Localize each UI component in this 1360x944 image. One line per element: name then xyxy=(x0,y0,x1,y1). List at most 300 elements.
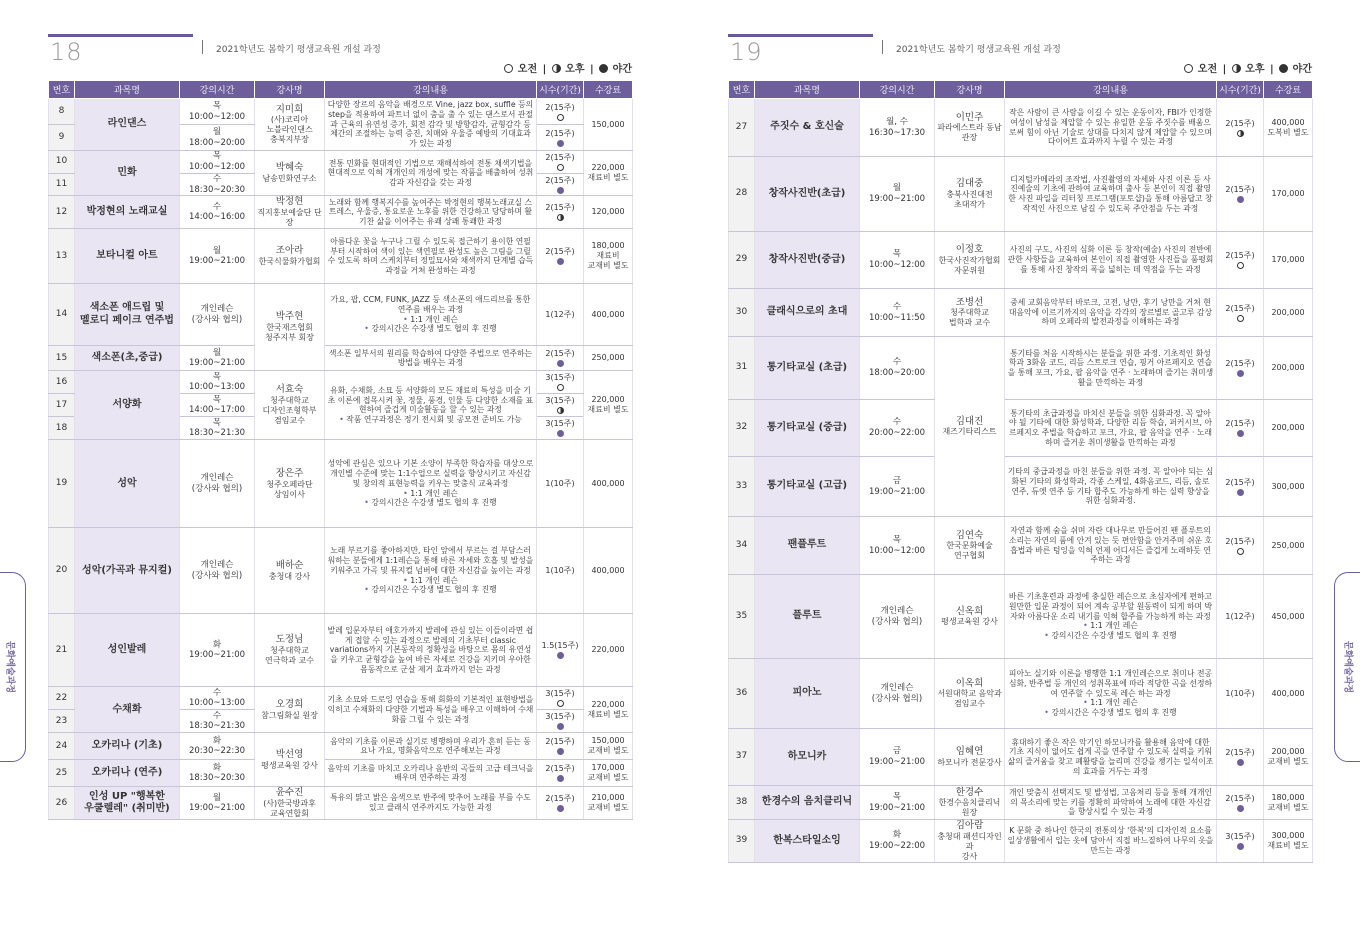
text-line: (강사와 협의) xyxy=(191,570,243,581)
course-hours xyxy=(537,151,584,174)
instructor-title: 청주대학교 xyxy=(270,646,309,656)
course-description xyxy=(1005,289,1217,337)
night-filledcircle-icon xyxy=(1237,196,1244,203)
text-line: 월 xyxy=(212,347,222,358)
text-line: 자연과 함께 숨을 쉬며 자란 대나무로 만들어진 팬 플루트의 소리는 자연의 품에 안겨 있는 듯 편안함을 안겨주며 쉬운 호흡법과 바른 텅잉을 익혀 언제 어디서든 즐겁게 노래하듯 연주하는 과정 xyxy=(1008,526,1213,565)
lecture-time xyxy=(180,787,255,820)
course-fee xyxy=(1264,517,1313,575)
afternoon-halfcircle-icon xyxy=(552,64,561,73)
text-line: 화 xyxy=(212,639,222,650)
night-filledcircle-icon xyxy=(1237,805,1244,812)
text-line: 개인레슨 xyxy=(200,560,234,571)
column-header: 수강료 xyxy=(1264,81,1313,99)
afternoon-halfcircle-icon xyxy=(557,407,564,414)
instructor-title: 노블라인댄스 xyxy=(266,125,313,135)
instructor xyxy=(935,337,1005,517)
hours-text: 2(15주) xyxy=(545,153,575,162)
text-line: 개인레슨 xyxy=(200,473,234,484)
text-line: K 문화 중 하나인 한국의 전통의상 '한복'의 디자인적 요소를 일상생활에서 입는 옷에 담아서 직접 바느질하여 나무의 옷을 만드는 과정 xyxy=(1007,826,1214,855)
hours-text: 1.5(15주) xyxy=(541,641,579,651)
course-fee xyxy=(1264,99,1313,157)
table-row xyxy=(49,371,633,394)
text-line: 교재비 별도 xyxy=(587,261,629,271)
instructor xyxy=(935,517,1005,575)
table-row xyxy=(729,99,1313,157)
text-line: 개인레슨 xyxy=(880,682,914,693)
text-line: 170,000 xyxy=(1271,255,1305,264)
side-tab-label: 문화예술과정 xyxy=(4,640,15,694)
course-number: 23 xyxy=(49,710,75,733)
course-name xyxy=(755,289,860,337)
morning-circle-icon xyxy=(557,114,564,121)
lecture-time xyxy=(860,575,935,659)
course-number: 21 xyxy=(49,614,75,687)
lecture-time xyxy=(860,337,935,400)
lecture-time xyxy=(180,760,255,787)
night-filledcircle-icon xyxy=(1237,370,1244,377)
text-line: 음악의 기초를 마치고 오카리나 음반의 곡들의 고급 테크닉을 배우며 연주하는 과정 xyxy=(327,763,534,783)
table-row xyxy=(49,760,633,787)
text-line: 금 xyxy=(892,746,902,757)
course-fee xyxy=(1264,457,1313,517)
left-page xyxy=(48,0,632,944)
hours-text: 2(15주) xyxy=(545,737,575,747)
course-hours xyxy=(537,99,584,125)
text-line: 18:00~20:00 xyxy=(188,137,246,148)
instructor-name: 장은주 xyxy=(275,467,304,479)
text-line: 교재비 별도 xyxy=(1267,757,1309,766)
instructor-title: 남송민화연구소 xyxy=(262,174,317,184)
text-line: 목 xyxy=(212,417,222,428)
instructor-name: 도정님 xyxy=(275,634,304,646)
course-hours xyxy=(537,710,584,733)
course-name xyxy=(755,517,860,575)
table-row xyxy=(49,440,633,528)
course-name xyxy=(755,400,860,457)
text-line: 수채화 xyxy=(112,703,142,715)
text-line: 19:00~21:00 xyxy=(868,802,926,813)
course-name xyxy=(75,371,180,440)
instructor-name: 윤수진 xyxy=(275,787,304,799)
text-line: 주짓수 & 호신술 xyxy=(770,121,844,133)
instructor-name: 서효숙 xyxy=(275,384,304,396)
text-line: 개인레슨 xyxy=(200,304,234,315)
column-header: 강사명 xyxy=(255,81,325,99)
text-line: 19:00~21:00 xyxy=(868,757,926,767)
course-hours xyxy=(1217,659,1264,729)
morning-circle-icon xyxy=(1237,262,1244,269)
course-fee xyxy=(1264,729,1313,786)
table-row xyxy=(729,729,1313,786)
course-description xyxy=(1005,729,1217,786)
hours-text: 2(15주) xyxy=(1225,477,1255,487)
instructor-name: 오경희 xyxy=(275,698,304,710)
course-description xyxy=(325,284,537,346)
night-filledcircle-icon xyxy=(1279,64,1288,73)
afternoon-halfcircle-icon xyxy=(1232,64,1241,73)
course-number: 14 xyxy=(49,284,75,346)
instructor-name: 박주현 xyxy=(275,311,304,323)
text-line: 색소폰(초,중급) xyxy=(91,352,163,363)
instructor-name: 이옥희 xyxy=(955,677,984,689)
lecture-time xyxy=(180,440,255,528)
night-filledcircle-icon xyxy=(1237,759,1244,766)
table-row xyxy=(49,346,633,371)
text-line: 한복스타일소잉 xyxy=(773,834,841,846)
side-tab[interactable] xyxy=(1334,572,1360,762)
table-row xyxy=(729,786,1313,820)
course-name xyxy=(755,659,860,729)
text-line: 라인댄스 xyxy=(107,118,147,130)
hours-text: 1(12주) xyxy=(1225,611,1255,621)
course-description xyxy=(1005,232,1217,289)
instructor xyxy=(255,196,325,229)
text-line: 가요, 팝, CCM, FUNK, JAZZ 등 색소폰의 애드리브를 통한 연주를 배우는 과정 xyxy=(330,295,531,315)
instructor xyxy=(255,229,325,284)
text-line: 클래식으로의 초대 xyxy=(766,306,848,318)
legend-divider: | xyxy=(590,64,594,75)
course-name xyxy=(75,229,180,284)
lecture-time xyxy=(180,528,255,614)
text-line: 월, 수 xyxy=(886,116,908,127)
text-line: 200,000 xyxy=(1271,423,1305,432)
course-hours xyxy=(537,614,584,687)
course-name xyxy=(75,528,180,614)
page-number: 19 xyxy=(730,38,763,66)
course-description xyxy=(1005,157,1217,232)
course-hours xyxy=(537,229,584,284)
table-row xyxy=(49,733,633,760)
text-line: 휴대하기 좋은 작은 악기인 하모니카를 활용해 음악에 대한 기초 지식이 없어도 쉽게 곡을 연주할 수 있도록 실력을 키워 삶의 즐거움을 찾고 폐활량을 늘리며 건강을 챙기는 일석이조의 효과를 거두는 과정 xyxy=(1007,737,1214,776)
legend-divider: | xyxy=(1222,64,1227,75)
course-hours xyxy=(537,787,584,820)
text-line: 목 xyxy=(892,534,902,545)
table-row xyxy=(729,457,1313,517)
instructor-title: 청주대학교 xyxy=(950,308,989,318)
course-fee xyxy=(584,371,633,440)
lecture-time xyxy=(180,125,255,151)
instructor-title: 상임이사 xyxy=(274,489,305,499)
course-name xyxy=(75,614,180,687)
text-line: 14:00~17:00 xyxy=(188,405,246,416)
course-hours xyxy=(537,733,584,760)
hours-text: 2(15주) xyxy=(1225,536,1255,546)
instructor-name: 김연숙 xyxy=(955,529,984,541)
course-fee xyxy=(584,284,633,346)
morning-circle-icon xyxy=(1237,548,1244,555)
lecture-time xyxy=(860,457,935,517)
text-line: 유화, 수채화, 소묘 등 서양화의 모든 재료의 특성을 미술 기초 이론에 접목시켜 꽃, 정물, 풍경, 인물 등 다양한 소재를 표현하여 즐겁게 미술활동을 할 수 있는 과정 xyxy=(327,385,534,415)
course-number: 11 xyxy=(49,174,75,196)
hours-text: 2(15주) xyxy=(1225,303,1255,313)
text-line: 250,000 xyxy=(591,353,625,363)
course-description xyxy=(325,687,537,733)
text-line: 재료비 별도 xyxy=(587,709,629,719)
course-description xyxy=(1005,786,1217,820)
text-line: 박정현의 노래교실 xyxy=(86,206,168,217)
instructor xyxy=(935,232,1005,289)
course-number: 17 xyxy=(49,394,75,417)
course-name xyxy=(75,687,180,733)
instructor-title: 관장 xyxy=(961,133,978,143)
text-line: 기초 소묘와 드로잉 연습을 통해 회화의 기본적인 표현방법을 익히고 수채화의 다양한 기법과 특성을 배우고 이해하여 수채화를 그릴 수 있는 과정 xyxy=(327,695,534,724)
legend-morning: 오전 xyxy=(517,64,538,75)
course-fee xyxy=(1264,232,1313,289)
course-name xyxy=(75,440,180,528)
course-name xyxy=(755,157,860,232)
side-tab-label: 문화예술과정 xyxy=(1342,640,1353,694)
course-fee xyxy=(584,151,633,196)
text-line: 400,000 xyxy=(591,565,625,575)
course-hours xyxy=(537,687,584,710)
instructor-name: 김대중 xyxy=(955,178,984,190)
night-filledcircle-icon xyxy=(557,360,564,367)
lecture-time xyxy=(860,729,935,786)
course-number: 32 xyxy=(729,400,755,457)
legend-divider: | xyxy=(542,64,547,75)
instructor-title: 청주오페라단 xyxy=(266,479,313,489)
instructor-name: 이정호 xyxy=(955,244,984,256)
text-line: 목 xyxy=(212,151,222,162)
text-line: 19:00~21:00 xyxy=(188,650,246,661)
course-fee xyxy=(584,528,633,614)
hours-text: 2(15주) xyxy=(1225,118,1255,128)
course-number: 37 xyxy=(729,729,755,786)
course-description xyxy=(1005,517,1217,575)
column-header: 강의내용 xyxy=(325,81,537,99)
afternoon-halfcircle-icon xyxy=(557,214,564,221)
instructor-name: 조병선 xyxy=(955,296,984,308)
column-header: 시수(기간) xyxy=(537,81,584,99)
instructor-title: 한국문화예술 xyxy=(946,541,993,551)
instructor-title: 원장 xyxy=(961,808,978,818)
course-number: 19 xyxy=(49,440,75,528)
text-line: 화 xyxy=(212,735,222,746)
text-line: 수 xyxy=(892,301,902,312)
instructor-title: 서원대학교 음악과 xyxy=(937,689,1002,699)
afternoon-halfcircle-icon xyxy=(1237,130,1244,137)
course-hours xyxy=(537,440,584,528)
text-line: 월 xyxy=(212,245,222,256)
text-line: 300,000 xyxy=(1271,830,1305,840)
bullet-item: • 강의시간은 수강생 별도 협의 후 진행 xyxy=(1007,708,1214,718)
text-line: 200,000 xyxy=(1271,363,1305,372)
table-header-row xyxy=(729,81,1313,99)
instructor-title: 청주대학교 xyxy=(270,396,309,406)
course-description xyxy=(1005,659,1217,729)
text-line: 교재비 별도 xyxy=(1267,802,1309,812)
text-line: 사진의 구도, 사진의 심화 이론 등 창작(예술) 사진의 전반에 관한 사항들을 교육하여 본인이 직접 촬영한 사진들을 품평회를 통해 사진 창작의 폭을 넓히는 데 역점을 두는 과정 xyxy=(1007,245,1214,274)
table-row xyxy=(49,787,633,820)
course-number: 35 xyxy=(729,575,755,659)
column-header: 번호 xyxy=(729,81,755,99)
text-line: 성악 xyxy=(117,477,137,489)
course-hours xyxy=(1217,232,1264,289)
text-line: 재료비 별도 xyxy=(587,173,629,183)
bullet-item: • 강의시간은 수강생 별도 협의 후 진행 xyxy=(327,585,534,595)
hours-text: 3(15주) xyxy=(545,373,575,383)
lecture-time xyxy=(860,820,935,863)
lecture-time xyxy=(180,284,255,346)
hours-text: 3(15주) xyxy=(545,712,575,722)
course-fee xyxy=(1264,289,1313,337)
text-line: 10:00~11:50 xyxy=(868,312,926,323)
course-number: 9 xyxy=(49,125,75,151)
text-line: (강사와 협의) xyxy=(871,616,923,627)
course-description xyxy=(325,229,537,284)
text-line: 다양한 장르의 음악을 배경으로 Vine, jazz box, suffle 등의 step을 적용하여 파트너 없이 춤을 출 수 있는 댄스로서 관절과 근육의 유연성 증가, 회전 감각 및 방향감각, 균형감각 등 체간의 조절하는 능력 증진, 치매와 우울증 예방의 기대효과가 있는 과정 xyxy=(327,100,534,149)
text-line: 금 xyxy=(892,475,902,486)
bullet-item: • 강의시간은 수강생 별도 협의 후 진행 xyxy=(327,324,534,334)
night-filledcircle-icon xyxy=(1237,430,1244,437)
course-fee xyxy=(1264,157,1313,232)
instructor-title: 한국식물화가협회 xyxy=(258,257,321,267)
text-line: 18:30~21:30 xyxy=(188,428,246,439)
course-name xyxy=(755,729,860,786)
text-line: 10:00~13:00 xyxy=(188,698,246,709)
text-line: 민화 xyxy=(117,166,137,178)
lecture-time xyxy=(180,417,255,440)
course-name xyxy=(755,457,860,517)
text-line: 서양화 xyxy=(112,399,142,410)
text-line: 특유의 맑고 밝은 음색으로 반주에 맞추어 노래를 부를 수도 있고 클래식 연주까지도 가능한 과정 xyxy=(330,793,531,813)
instructor-name: 박정현 xyxy=(275,196,304,208)
instructor xyxy=(935,729,1005,786)
text-line: 210,000 xyxy=(591,793,625,803)
morning-circle-icon xyxy=(557,384,564,391)
course-description xyxy=(1005,337,1217,400)
text-line: 노래 부르기를 좋아하지만, 타인 앞에서 부르는 걸 부담스러워하는 분들에게 1:1레슨을 통해 바른 자세와 호흡 및 발성을 키워주고 가곡 및 뮤지컬 넘버에 대한 자신감을 높이는 과정 xyxy=(327,546,534,575)
course-hours xyxy=(537,528,584,614)
course-number: 38 xyxy=(729,786,755,820)
text-line: 통기타의 초급과정을 마치신 분들을 위한 심화과정. 꼭 알아야 될 기타에 대한 화성학과, 다양한 리듬 학습, 퍼커시브, 아르페지오 주법을 학습하고 포크, 가요, 팝 음악을 연주 · 노래하며 즐거운 취미생활을 만끽하는 과정 xyxy=(1009,408,1212,447)
course-description xyxy=(325,371,537,440)
legend-divider: | xyxy=(1270,64,1274,75)
course-number: 31 xyxy=(729,337,755,400)
night-filledcircle-icon xyxy=(557,748,564,755)
instructor-title: 겸임교수 xyxy=(274,416,305,426)
course-number: 18 xyxy=(49,417,75,440)
course-description xyxy=(325,787,537,820)
instructor-title: 강사 xyxy=(961,851,978,861)
course-hours xyxy=(1217,457,1264,517)
text-line: 10:00~12:00 xyxy=(188,162,246,172)
morning-circle-icon xyxy=(1184,64,1193,73)
text-line: 10:00~13:00 xyxy=(188,382,246,393)
instructor-title: 연구협회 xyxy=(954,551,985,561)
night-filledcircle-icon xyxy=(557,258,564,265)
morning-circle-icon xyxy=(504,64,513,73)
instructor-title: 교육연합회 xyxy=(270,809,309,819)
text-line: 하모니카 xyxy=(787,750,827,762)
course-hours xyxy=(537,394,584,417)
bullet-item: • 1:1 개인 레슨 xyxy=(327,489,534,499)
text-line: 색소폰 일부서의 원리를 학습하여 다양한 주법으로 연주하는 방법을 배우는 과정 xyxy=(328,348,533,368)
instructor-title: 충청대 강사 xyxy=(268,571,311,581)
hours-text: 2(15주) xyxy=(1225,793,1255,803)
bullet-item: • 강의시간은 수강생 별도 협의 후 진행 xyxy=(1007,631,1214,641)
hours-text: 2(15주) xyxy=(545,764,575,774)
course-fee xyxy=(584,229,633,284)
instructor-title: (사)한국방과후 xyxy=(263,799,316,809)
text-line: 개인레슨 xyxy=(880,605,914,616)
text-line: 400,000 xyxy=(591,478,625,488)
morning-circle-icon xyxy=(557,164,564,171)
course-table xyxy=(48,80,633,820)
text-line: 성인발레 xyxy=(107,644,147,655)
course-hours xyxy=(1217,820,1264,863)
table-row xyxy=(729,232,1313,289)
hours-text: 2(15주) xyxy=(545,128,575,138)
text-line: 19:00~21:00 xyxy=(188,803,246,814)
side-tab[interactable] xyxy=(0,572,26,762)
text-line: 19:00~22:00 xyxy=(868,840,926,851)
text-line: 180,000 xyxy=(591,241,625,251)
page-title: 2021학년도 봄학기 평생교육원 개설 과정 xyxy=(216,45,381,55)
hours-text: 1(10주) xyxy=(545,478,575,488)
lecture-time xyxy=(180,733,255,760)
course-number: 34 xyxy=(729,517,755,575)
course-fee xyxy=(584,687,633,733)
instructor-title: 한국재즈협회 xyxy=(266,323,313,333)
page-number: 18 xyxy=(50,38,83,66)
bullet-item: • 1:1 개인 레슨 xyxy=(327,315,534,325)
instructor-title: 자문위원 xyxy=(954,265,985,275)
course-number: 26 xyxy=(49,787,75,820)
course-name xyxy=(75,346,180,371)
text-line: 보타니컬 아트 xyxy=(96,250,158,261)
course-hours xyxy=(537,284,584,346)
instructor-title: 법학과 교수 xyxy=(948,318,991,328)
course-fee xyxy=(584,99,633,151)
instructor-title: 재즈기타리스트 xyxy=(942,427,997,437)
text-line: 10:00~12:00 xyxy=(868,260,926,270)
course-fee xyxy=(1264,786,1313,820)
instructor xyxy=(255,284,325,371)
table-row xyxy=(49,151,633,174)
course-fee xyxy=(584,440,633,528)
table-row xyxy=(49,284,633,346)
lecture-time xyxy=(860,786,935,820)
course-name xyxy=(75,284,180,346)
hours-text: 2(15주) xyxy=(1225,359,1255,368)
course-fee xyxy=(584,614,633,687)
night-filledcircle-icon xyxy=(557,805,564,812)
course-number: 39 xyxy=(729,820,755,863)
page-header xyxy=(728,34,1312,74)
instructor-title: 평생교육원 강사 xyxy=(261,760,318,770)
text-line: 150,000 xyxy=(591,736,625,746)
hours-text: 3(15주) xyxy=(545,689,575,699)
page-title: 2021학년도 봄학기 평생교육원 개설 과정 xyxy=(896,45,1061,55)
course-fee xyxy=(584,760,633,787)
course-description xyxy=(1005,99,1217,157)
course-hours xyxy=(537,371,584,394)
course-number: 22 xyxy=(49,687,75,710)
text-line: 목 xyxy=(212,100,222,111)
course-fee xyxy=(584,346,633,371)
instructor-name: 임혜연 xyxy=(955,746,984,758)
column-header: 수강료 xyxy=(584,81,633,99)
course-fee xyxy=(1264,400,1313,457)
table-row xyxy=(729,820,1313,863)
text-line: 20:00~22:00 xyxy=(868,428,926,438)
course-description xyxy=(325,196,537,229)
legend-afternoon: 오후 xyxy=(1245,64,1265,75)
course-number: 25 xyxy=(49,760,75,787)
text-line: 색소폰 애드립 및 xyxy=(89,302,165,314)
table-row xyxy=(729,575,1313,659)
